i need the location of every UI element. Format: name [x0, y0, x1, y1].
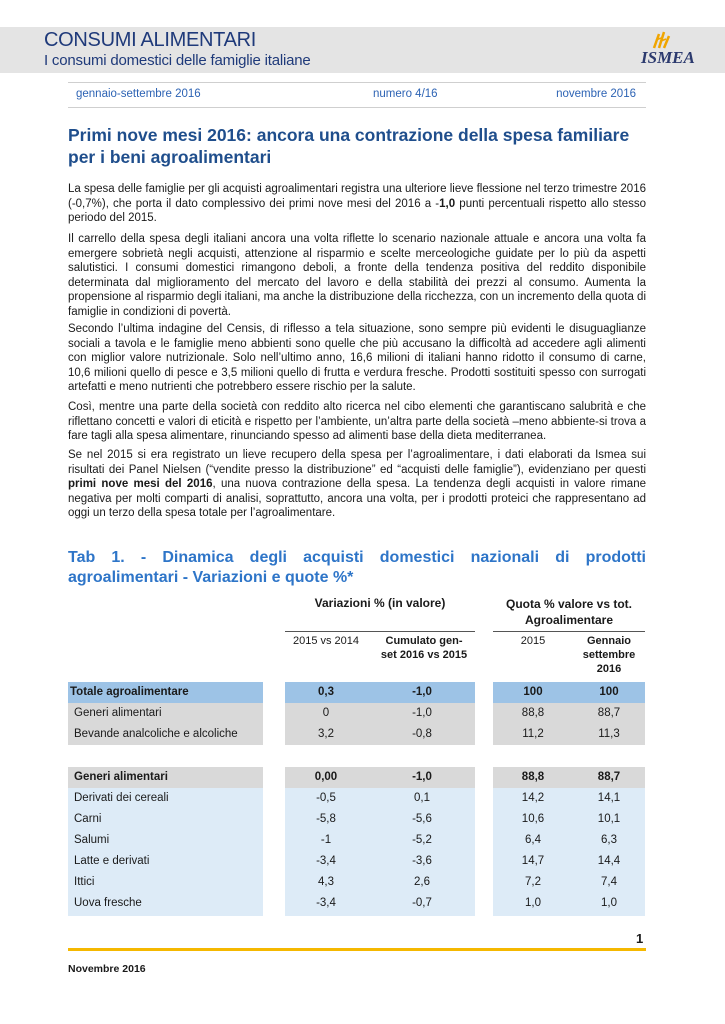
row-v1: -5,8: [316, 813, 336, 825]
paragraph-1: La spesa delle famiglie per gli acquisti agroalimentari registra una ulteriore lieve flessione nel terzo trimestre 2016 (-0,7%), che porta il dato complessivo dei primi nove mesi del 2016 a -1,0 punti percentuali rispetto allo stesso periodo del 2015.: [68, 183, 646, 224]
subheader-2015-vs-2014: 2015 vs 2014: [292, 635, 360, 647]
row-v3: 1,0: [525, 897, 541, 909]
paragraph-5: Se nel 2015 si era registrato un lieve recupero della spesa per l’agroalimentare, i dati elaborati da Ismea sui risultati dei Panel Nielsen (“vendite presso la distribuzione” ed “acquisti delle famiglie”), evidenziano per questi primi nove mesi del 2016, una nuova contrazione della spesa. La tendenza degli acquisti in valore rimane negativa per molti comparti di analisi, soprattutto, ancora una volta, per i prodotti proteici che rappresentano ad oggi un terzo della spesa totale per l’agroalimentare.: [68, 449, 646, 519]
row-v2: -1,0: [412, 707, 432, 719]
subheader-2015: 2015: [520, 635, 546, 647]
row-label: Totale agroalimentare: [70, 686, 189, 698]
footer-date: Novembre 2016: [68, 963, 146, 975]
row-v3: 14,7: [521, 855, 545, 867]
row-label: Salumi: [74, 834, 110, 846]
row-label: Carni: [74, 813, 102, 825]
row-v1: 3,2: [318, 728, 334, 740]
row-v2: -1,0: [412, 771, 432, 783]
row-v4: 100: [599, 686, 619, 698]
paragraph-2: Il carrello della spesa degli italiani ancora una volta riflette lo scenario nazionale attuale e ancora una volta fa emergere sobrietà negli acquisti, attenzione al risparmio e scelte merceologiche guidate per lo più da aspetti salutistici. I consumi domestici rimangono deboli, a fronte della tendenza positiva del reddito disponibile determinata dal miglioramento del mercato del lavoro e della stabilità dei prezzi al consumo. Aumenta la propensione al risparmio degli italiani, ma anche la distribuzione della ricchezza, con un incremento della quota di famiglie in condizioni di povertà.: [68, 233, 646, 318]
row-v4: 11,3: [598, 728, 620, 740]
issue-date: novembre 2016: [556, 88, 636, 100]
header-variazioni: Variazioni % (in valore): [314, 596, 446, 610]
row-v4: 14,4: [597, 855, 621, 867]
row-v2: -1,0: [412, 686, 432, 698]
issue-period: gennaio-settembre 2016: [76, 88, 201, 100]
row-v3: 7,2: [525, 876, 541, 888]
row-v1: 0,3: [318, 686, 334, 698]
row-v2: -5,6: [412, 813, 432, 825]
header-quota: Quota % valore vs tot. Agroalimentare: [505, 597, 633, 627]
paragraph-3: Secondo l’ultima indagine del Censis, di riflesso a tela situazione, sono sempre più evidenti le disuguaglianze sociali a tavola e le famiglie meno abbienti sono quelle che più accusano la difficoltà ad accedere agli alimenti con miglior valore nutrizionale. Solo nell’ultimo anno, 16,6 milioni di italiani hanno ridotto il consumo di carne, 10,6 milioni quello di pesce e 3,5 milioni quello di frutta e verdura fresche. Prodotti sostituiti spesso con surrogati artefatti e meno nutrienti che potrebbero essere rischio per la salute.: [68, 323, 646, 393]
table-title: Tab 1. - Dinamica degli acquisti domestici nazionali di prodotti agroalimentari - Variazioni e quote %*: [68, 549, 646, 586]
row-v4: 10,1: [597, 813, 621, 825]
row-v2: 0,1: [414, 792, 430, 804]
row-v4: 14,1: [597, 792, 621, 804]
header-divider-right: [493, 631, 645, 632]
subheader-cumulato: Cumulato gen-set 2016 vs 2015: [380, 635, 468, 661]
footer-divider: [68, 948, 646, 951]
row-v3: 100: [523, 686, 543, 698]
row-v3: 10,6: [521, 813, 545, 825]
row-label: Bevande analcoliche e alcoliche: [74, 728, 238, 740]
row-v2: -3,6: [412, 855, 432, 867]
issue-number: numero 4/16: [373, 88, 438, 100]
row-label: Latte e derivati: [74, 855, 150, 867]
row-v1: -1: [320, 834, 332, 846]
article-headline: Primi nove mesi 2016: ancora una contrazione della spesa familiare per i beni agroalimentari: [68, 125, 630, 167]
row-v4: 1,0: [601, 897, 617, 909]
header-banner: [0, 27, 725, 73]
row-v3: 11,2: [522, 728, 544, 740]
row-v2: -0,8: [412, 728, 432, 740]
row-v2: 2,6: [414, 876, 430, 888]
page-number: 1: [636, 931, 644, 946]
row-label: Ittici: [74, 876, 95, 888]
row-v1: 0: [322, 707, 330, 719]
issue-bar: [68, 82, 646, 108]
row-v4: 7,4: [601, 876, 617, 888]
row-label: Derivati dei cereali: [74, 792, 169, 804]
row-v2: -0,7: [412, 897, 432, 909]
subheader-gen-set-2016: Gennaio settembre 2016: [582, 635, 636, 675]
publication-title: CONSUMI ALIMENTARI: [44, 29, 257, 51]
publication-subtitle: I consumi domestici delle famiglie italiane: [44, 52, 311, 69]
row-label: Generi alimentari: [74, 771, 168, 783]
row-v4: 6,3: [601, 834, 617, 846]
header-divider-left: [285, 631, 475, 632]
row-v1: -3,4: [316, 855, 336, 867]
paragraph-4: Così, mentre una parte della società con reddito alto ricerca nel cibo elementi che garantiscano salubrità e che riflettano concetti e valori di eticità e rispetto per l’ambiente, un’altra parte della società –meno abbiente-si trova a fare tagli alla spesa alimentare, rinunciando spesso ad alimenti base della dieta mediterranea.: [68, 401, 646, 442]
row-v3: 14,2: [521, 792, 545, 804]
row-v4: 88,7: [597, 707, 621, 719]
row-v3: 88,8: [521, 771, 545, 783]
row-v2: -5,2: [412, 834, 432, 846]
row-label: Uova fresche: [74, 897, 142, 909]
row-v3: 6,4: [525, 834, 541, 846]
ismea-logo-text: ISMEA: [641, 48, 695, 67]
row-label: Generi alimentari: [74, 707, 162, 719]
row-v3: 88,8: [521, 707, 545, 719]
row-v1: 4,3: [318, 876, 334, 888]
row-v4: 88,7: [597, 771, 621, 783]
row-v1: 0,00: [314, 771, 338, 783]
row-v1: -3,4: [316, 897, 336, 909]
row-v1: -0,5: [316, 792, 336, 804]
